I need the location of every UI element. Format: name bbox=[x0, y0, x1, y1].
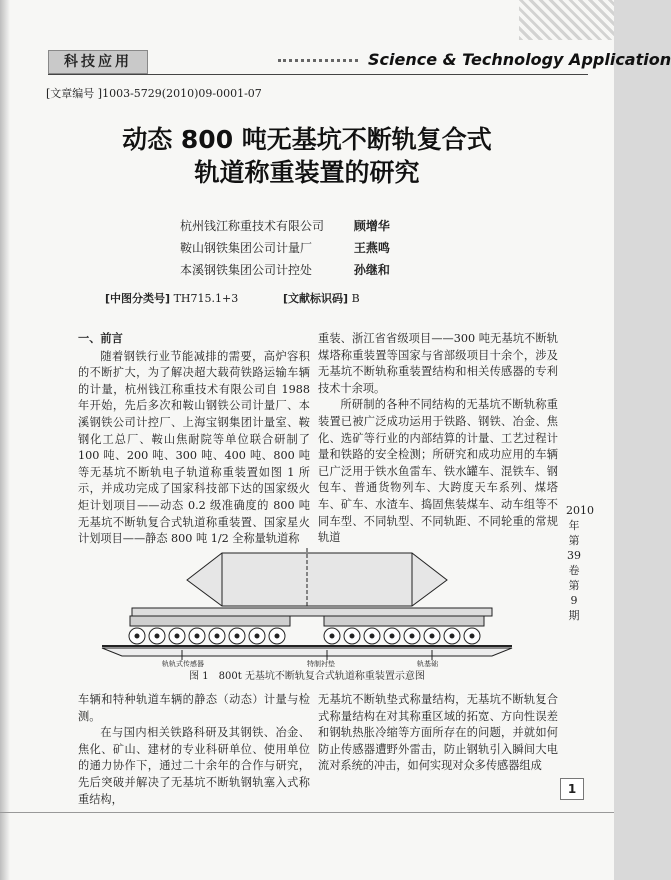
author-row bbox=[180, 259, 390, 281]
wheel-hub bbox=[330, 634, 334, 638]
wheel-hub bbox=[215, 634, 219, 638]
body-left-column-bottom bbox=[78, 692, 310, 808]
tank-car-body bbox=[187, 553, 447, 606]
author-name: 王燕鸣 bbox=[353, 241, 390, 255]
bogie-right bbox=[324, 616, 484, 626]
author-name: 孙继和 bbox=[353, 263, 390, 277]
issue-sidebar: 2010年 第39卷 第9期 bbox=[566, 504, 594, 622]
wheel-hub bbox=[135, 634, 139, 638]
clc-classification bbox=[105, 290, 238, 306]
wheel-hub bbox=[255, 634, 259, 638]
label-sensor: 轨轨式传感器 bbox=[162, 660, 204, 668]
title-line-1: 动态 800 吨无基坑不断轨复合式 bbox=[122, 125, 492, 154]
wheel-hub bbox=[195, 634, 199, 638]
wheel-set bbox=[129, 628, 480, 644]
car-frame bbox=[132, 608, 492, 616]
header-dots bbox=[278, 59, 358, 62]
bogie-left bbox=[130, 616, 290, 626]
wheel-hub bbox=[450, 634, 454, 638]
wheel-hub bbox=[235, 634, 239, 638]
author-list bbox=[180, 215, 390, 281]
wheel-hub bbox=[470, 634, 474, 638]
body-paragraph: 所研制的各种不同结构的无基坑不断轨称重装置已被广泛成功运用于铁路、钢铁、冶金、焦化、选矿等行业的内部结算的计量、工艺过程计量和铁路的安全检测；所研究和成功应用的车辆已广泛用于铁水鱼雷车、铁水罐车、混铁车、钢包车、普通货物列车、大跨度天车系列、煤塔车、矿车、水渣车、捣固焦装煤车、动车组等不同车型、不同轨型、不同轨距、不同轮重的常规轨道 bbox=[318, 398, 558, 545]
author-org: 本溪钢铁集团公司计控处 bbox=[180, 263, 313, 277]
header-rule bbox=[48, 74, 588, 75]
wheel-hub bbox=[370, 634, 374, 638]
title-line-2: 轨道称重装置的研究 bbox=[194, 158, 420, 187]
label-pad: 特制衬垫 bbox=[307, 660, 335, 668]
wheel-hub bbox=[350, 634, 354, 638]
corner-pattern bbox=[519, 0, 614, 40]
author-org: 鞍山钢铁集团公司计量厂 bbox=[180, 241, 313, 255]
author-row bbox=[180, 215, 390, 237]
author-org: 杭州钱江称重技术有限公司 bbox=[180, 219, 325, 233]
weighing-device-figure bbox=[92, 518, 522, 668]
wheel-hub bbox=[430, 634, 434, 638]
footer-rule bbox=[0, 812, 614, 813]
figure-caption: 图 1 800t 无基坑不断轨复合式轨道称重装置示意图 bbox=[189, 671, 425, 682]
journal-header bbox=[48, 50, 671, 72]
body-paragraph: 随着钢铁行业节能减排的需要，高炉容积的不断扩大，为了解决超大载荷铁路运输车辆的计量，杭州钱江称重技术有限公司自 1988 年开始，先后多次和鞍山钢铁公司计量厂、本溪钢铁公司计控厂、上海宝钢集团计量室、鞍钢化工总厂、鞍山焦耐院等单位联合研制了 100 吨、200 吨、300 吨、400 吨、800 吨等无基坑不断轨电子轨道称重装置如图 1 所示，并成功完成了国家科技部下达的国家级火炬计划项目——动态 0.2 级准确度的 800 吨无基坑不断轨复合式轨道称重装置、国家星火计划项目——静态 800 吨 1/2 全称量轨道称 bbox=[78, 349, 310, 546]
doc-code-value: B bbox=[351, 292, 360, 305]
wheel-hub bbox=[410, 634, 414, 638]
section-tag: 科技应用 bbox=[48, 50, 148, 74]
wheel-hub bbox=[175, 634, 179, 638]
body-paragraph: 重装、浙江省省级项目——300 吨无基坑不断轨煤塔称重装置等国家与省部级项目十余个，涉及无基坑不断轨称重装置结构和相关传感器的专利技术十余项。 bbox=[318, 332, 558, 395]
body-right-column-bottom bbox=[318, 692, 558, 775]
page-number: 1 bbox=[560, 778, 584, 800]
article-number: [文章编号 ]1003-5729(2010)09-0001-07 bbox=[46, 87, 262, 100]
body-left-column-top bbox=[78, 331, 310, 548]
body-paragraph: 在与国内相关铁路科研及其钢铁、冶金、焦化、矿山、建材的专业科研单位、使用单位的通力协作下，通过二十余年的合作与研究，先后突破并解决了无基坑不断轨钢轨塞入式称重结构， bbox=[78, 726, 310, 806]
wheel-hub bbox=[275, 634, 279, 638]
section-heading: 一、前言 bbox=[78, 332, 123, 345]
author-row bbox=[180, 237, 390, 259]
clc-value: TH715.1+3 bbox=[173, 292, 239, 305]
journal-title: Science & Technology Application bbox=[368, 50, 671, 69]
doc-code-label: [文献标识码] bbox=[283, 292, 349, 305]
document-code bbox=[283, 290, 360, 306]
clc-label: [中图分类号] bbox=[105, 292, 171, 305]
wheel-hub bbox=[155, 634, 159, 638]
body-paragraph: 车辆和特种轨道车辆的静态（动态）计量与检测。 bbox=[78, 693, 310, 723]
author-name: 顾增华 bbox=[353, 219, 390, 233]
body-right-column-top bbox=[318, 331, 558, 547]
wheel-hub bbox=[390, 634, 394, 638]
label-base: 轨基础 bbox=[417, 660, 438, 668]
foundation bbox=[102, 648, 512, 656]
body-paragraph: 无基坑不断轨垫式称量结构，无基坑不断轨复合式称量结构在对其称重区域的拓宽、方向性误差和钢轨热胀冷缩等方面所存在的问题，并就如何防止传感器遭野外雷击，防止钢轨引入瞬间大电流对系统的冲击，如何实现对众多传感器组成 bbox=[318, 693, 558, 773]
